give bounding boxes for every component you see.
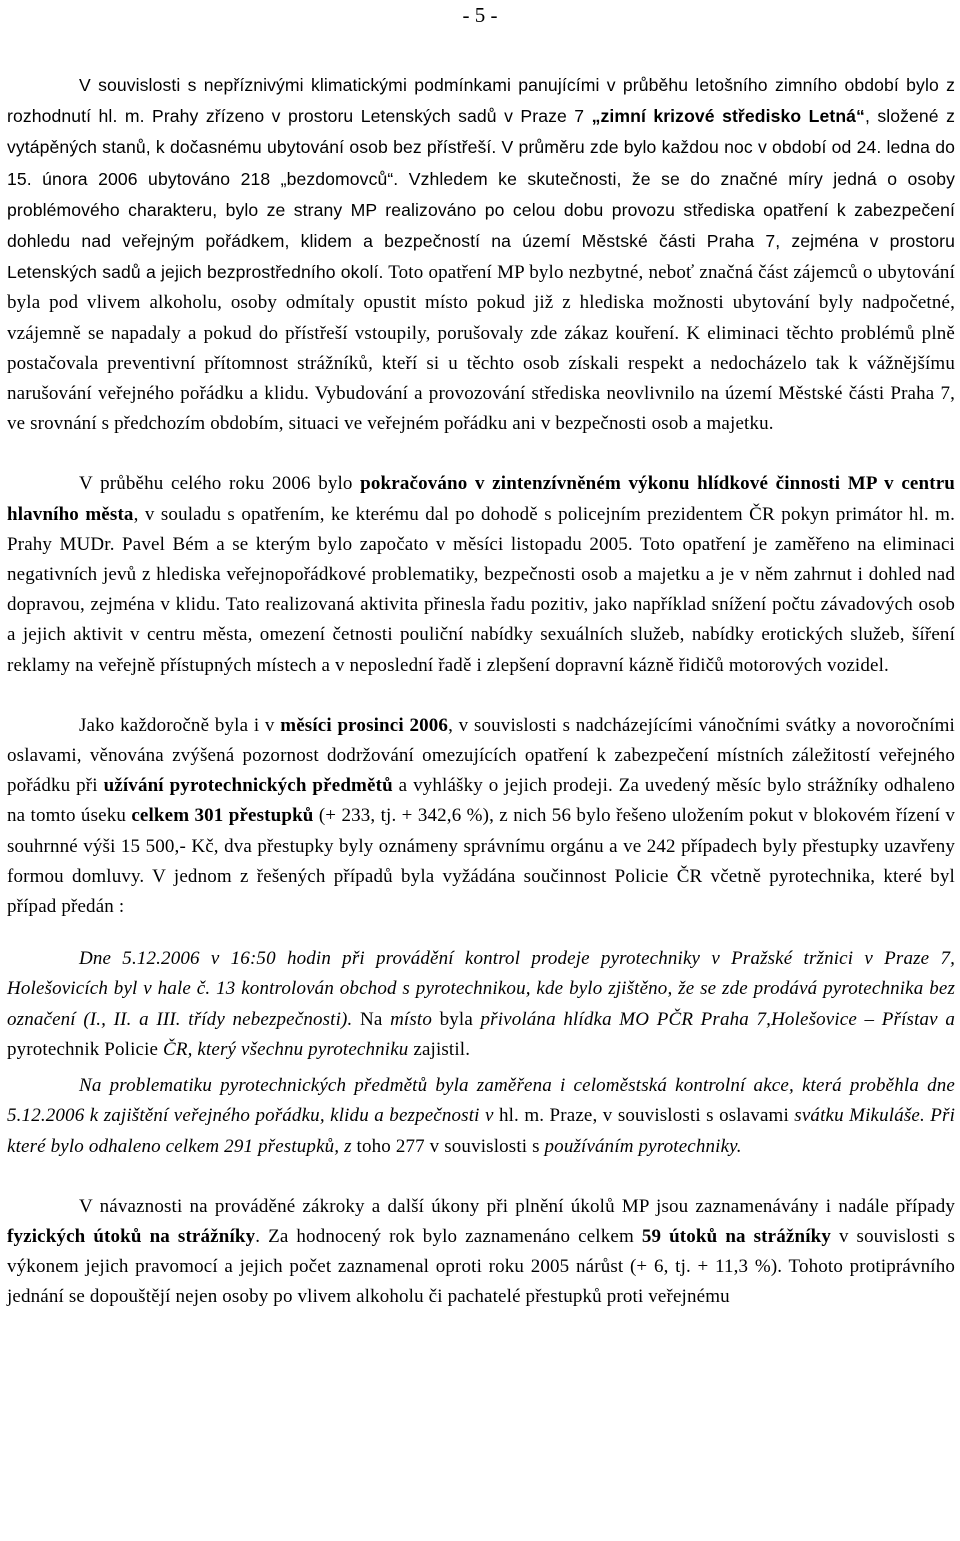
text-run: hl. m. Praze, v souvislosti s oslavami — [493, 1105, 795, 1127]
paragraph-winter-center — [7, 70, 955, 439]
bold-text-run: pokračováno v zintenzívněném výkonu hlídkové činnosti MP v centru hlavního města — [7, 473, 956, 525]
italic-text-run: svátku Mikuláše. Při které bylo odhaleno celkem 291 přestupků, z — [7, 1105, 955, 1157]
text-run: Vzhledem ke skutečnosti, že se do značné míry jedná o osoby problémového charakteru, bylo ze strany MP realizováno po celou dobu provozu střediska opatření k zabezpečení dohledu nad veřejným pořádkem, klidem a bezpečností na území Městské části Praha 7, zejména v prostoru Letenských sadů a jejich bezprostředního okolí. — [7, 168, 955, 283]
text-run: , v souvislosti s nadcházejícími vánočními svátky a novoročními oslavami, věnována zvýšená pozornost dodržování omezujících opatření k zabezpečení místních záležitostí veřejného pořádku při — [7, 714, 955, 797]
bold-text-run: 59 útoků na strážníky — [641, 1225, 831, 1247]
paragraph-patrol-activity — [7, 469, 955, 680]
bold-text-run: „zimní krizové středisko Letná“ — [591, 106, 865, 127]
italic-text-run: Dne 5.12.2006 v 16:50 hodin při provádění kontrol prodeje pyrotechniky v Pražské tržnici v Praze 7, Holešovicích byl v hale č. 13 kontrolován obchod s pyrotechnikou, kde bylo zjištěno, že se zde prodává pyrotechnika bez označení (I., II. a III. třídy nebezpečnosti). — [7, 948, 955, 1030]
text-run: V průběhu celého roku 2006 bylo — [79, 473, 361, 495]
italic-text-run: přivolána hlídka MO PČR Praha 7,Holešovice – Přístav a — [480, 1008, 955, 1030]
text-run: , složené z vytápěných stanů, k dočasnému ubytování osob bez přístřeší. V průměru zde bylo každou noc v období od 24. ledna do 15. února 2006 ubytováno 218 „bezdomovců“. — [7, 106, 955, 189]
text-run: Jako každoročně byla i v — [79, 714, 281, 736]
bold-text-run: užívání pyrotechnických předmětů — [103, 775, 393, 797]
italic-text-run: používáním pyrotechniky. — [544, 1135, 742, 1157]
italic-text-run: ČR, který všechnu pyrotechniku — [163, 1038, 409, 1060]
text-run: toho 277 v souvislosti s — [351, 1135, 545, 1157]
italic-text-run: Na problematiku pyrotechnických předmětů byla zaměřena i celoměstská kontrolní akce, která proběhla dne 5.12.2006 k zajištění veřejného pořádku, klidu a bezpečnosti v — [7, 1075, 955, 1127]
text-run: Na — [352, 1008, 391, 1030]
text-run: Toto opatření MP bylo nezbytné, neboť značná část zájemců o ubytování byla pod vlivem alkoholu, osoby odmítaly opustit místo pokud již z hlediska možnosti ubytování byly nadpočetné, vzájemně se napadaly a pokud do přístřeší vstoupily, porušovaly zde zákaz kouření. K eliminaci těchto problémů plně postačovala preventivní přítomnost strážníků, kteří si u těchto osob získali respekt a nedocházelo tak k vážnějšímu narušování veřejného pořádku a klidu. Vybudování a provozování střediska neovlivnilo na území Městské části Praha 7, ve srovnání s předchozím obdobím, situaci ve veřejném pořádku ani v bezpečnosti osob a majetku. — [7, 262, 955, 435]
italic-text-run: místo — [390, 1008, 432, 1030]
text-run: , v souladu s opatřením, ke kterému dal po dohodě s policejním prezidentem ČR pokyn primátor hl. m. Prahy MUDr. Pavel Bém a se kterým bylo započato v měsíci listopadu 2005. Toto opatření je zaměřeno na eliminaci negativních jevů z hlediska veřejnopořádkové problematiky, bezpečnosti osob a majetku a je v něm zahrnut i dohled nad dopravou, zejména v klidu. Tato realizovaná aktivita přinesla řadu pozitiv, jako například snížení počtu závadových osob a jejich aktivit v centru města, omezení četnosti pouliční nabídky sexuálních služeb, nabídky erotických služeb, šíření reklamy na veřejně přístupných místech a v neposlední řadě i zlepšení dopravní kázně řidičů motorových vozidel. — [7, 503, 956, 676]
paragraph-attacks-on-officers — [7, 1192, 955, 1313]
text-run: V návaznosti na prováděné zákroky a další úkony při plnění úkolů MP jsou zaznamenávány i nadále případy — [79, 1195, 955, 1217]
document-body — [7, 70, 955, 1313]
bold-text-run: celkem 301 přestupků — [131, 805, 314, 827]
text-run: byla — [432, 1008, 481, 1030]
bold-text-run: měsíci prosinci 2006 — [280, 714, 449, 736]
text-run: (+ 233, tj. + 342,6 %), z nich 56 bylo řešeno uložením pokut v blokovém řízení v souhrnné výši 15 500,- Kč, dva přestupky byly oznámeny správnímu orgánu a ve 242 případech byly přestupky uzavřeny formou domluvy. V jednom z řešených případů byla vyžádána součinnost Policie ČR včetně pyrotechnika, které byl případ předán : — [7, 805, 955, 918]
paragraph-pyrotechnics — [7, 711, 955, 922]
page-number: - 5 - — [462, 3, 498, 27]
paragraph-case-report — [7, 944, 955, 1065]
text-run: . Za hodnocený rok bylo zaznamenáno celkem — [255, 1225, 642, 1247]
text-run: zajistil. — [408, 1038, 471, 1060]
paragraph-city-action — [7, 1071, 955, 1162]
text-run: a vyhlášky o jejich prodeji. Za uvedený měsíc bylo strážníky odhaleno na tomto úseku — [7, 775, 956, 827]
bold-text-run: fyzických útoků na strážníky — [7, 1225, 256, 1247]
text-run: pyrotechnik Policie — [7, 1038, 164, 1060]
text-run: V souvislosti s nepříznivými klimatickými podmínkami panujícími v průběhu letošního zimního období bylo z rozhodnutí hl. m. Prahy zřízeno v prostoru Letenských sadů v Praze 7 — [7, 75, 955, 127]
text-run: v souvislosti s výkonem jejich pravomocí a jejich počet zaznamenal oproti roku 2005 nárůst (+ 6, tj. + 11,3 %). Tohoto protiprávního jednání se dopouštějí nejen osoby po vlivem alkoholu či pachatelé přestupků proti veřejnému — [7, 1225, 955, 1308]
